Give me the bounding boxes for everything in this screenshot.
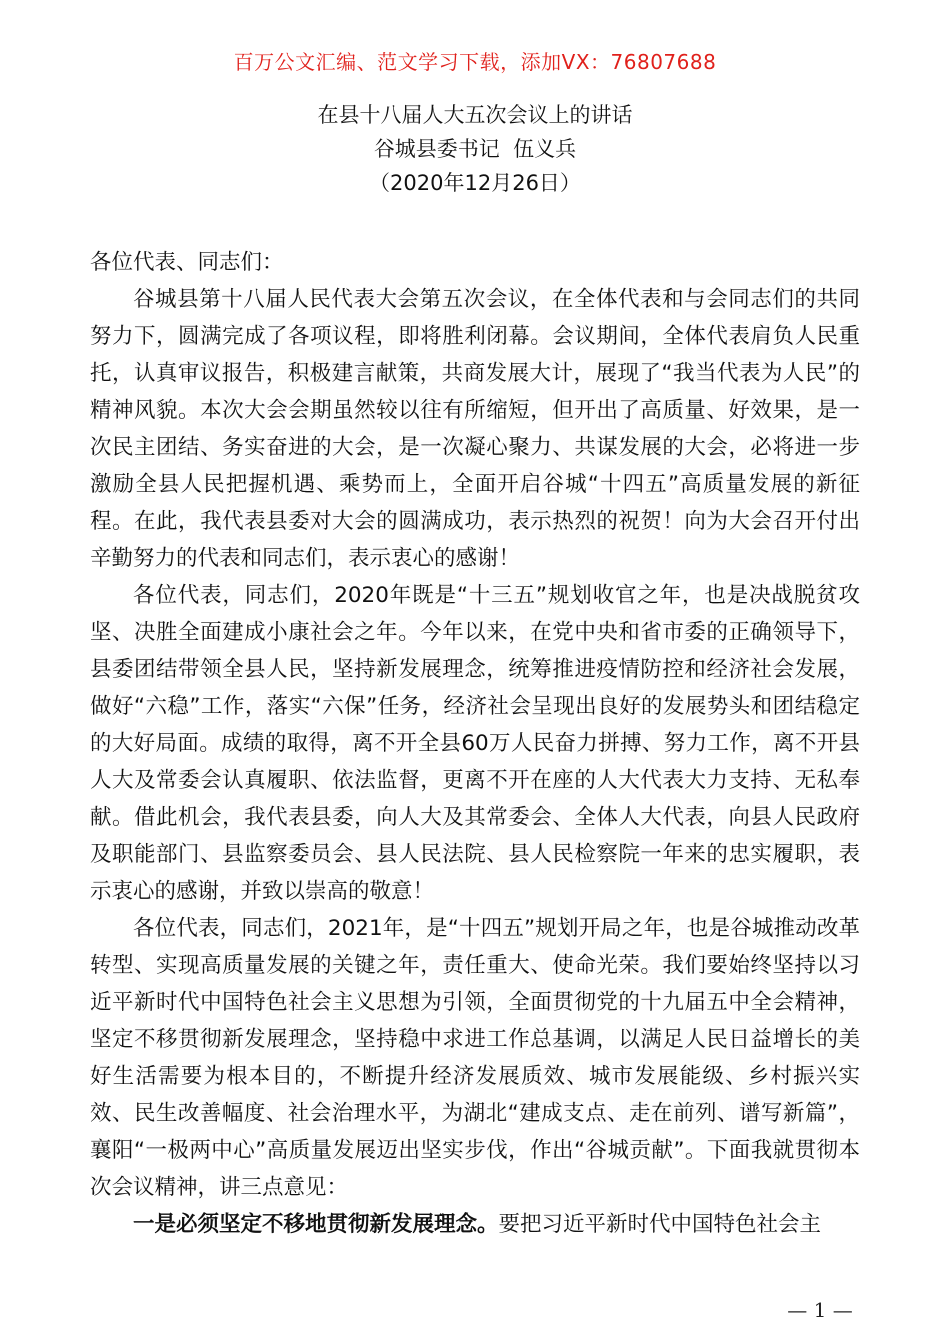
paragraph: 各位代表，同志们，2021年，是“十四五”规划开局之年，也是谷城推动改革转型、实现高质量发展的关键之年，责任重大、使命光荣。我们要始终坚持以习近平新时代中国特色社会主义思想为引领，全面贯彻党的十九届五中全会精神，坚定不移贯彻新发展理念，坚持稳中求进工作总基调，以满足人民日益增长的美好生活需要为根本目的，不断提升经济发展质效、城市发展能级、乡村振兴实效、民生改善幅度、社会治理水平，为湖北“建成支点、走在前列、谱写新篇”，襄阳“一极两中心”高质量发展迈出坚实步伐，作出“谷城贡献”。下面我就贯彻本次会议精神，讲三点意见： bbox=[90, 916, 860, 1200]
speech-date: （2020年12月26日） bbox=[369, 171, 581, 195]
paragraph: 谷城县第十八届人民代表大会第五次会议，在全体代表和与会同志们的共同努力下，圆满完成了各项议程，即将胜利闭幕。会议期间，全体代表肩负人民重托，认真审议报告，积极建言献策，共商发展大计，展现了“我当代表为人民”的精神风貌。本次大会会期虽然较以往有所缩短，但开出了高质量、好效果，是一次民主团结、务实奋进的大会，是一次凝心聚力、共谋发展的大会，必将进一步激励全县人民把握机遇、乘势而上，全面开启谷城“十四五”高质量发展的新征程。在此，我代表县委对大会的圆满成功，表示热烈的祝贺！向为大会召开付出辛勤努力的代表和同志们，表示衷心的感谢！ bbox=[90, 287, 860, 571]
promo-banner: 百万公文汇编、范文学习下载，添加VX：76807688 bbox=[233, 50, 717, 74]
page-number: — 1 — bbox=[787, 1298, 853, 1322]
paragraph-section-one bbox=[90, 1206, 860, 1243]
section-heading: 一是必须坚定不移地贯彻新发展理念。 bbox=[133, 1212, 499, 1237]
speech-body bbox=[90, 244, 860, 1243]
section-text: 要把习近平新时代中国特色社会主 bbox=[498, 1212, 822, 1237]
paragraph: 各位代表，同志们，2020年既是“十三五”规划收官之年，也是决战脱贫攻坚、决胜全面建成小康社会之年。今年以来，在党中央和省市委的正确领导下，县委团结带领全县人民，坚持新发展理念，统筹推进疫情防控和经济社会发展，做好“六稳”工作，落实“六保”任务，经济社会呈现出良好的发展势头和团结稳定的大好局面。成绩的取得，离不开全县60万人民奋力拼搏、努力工作，离不开县人大及常委会认真履职、依法监督，更离不开在座的人大代表大力支持、无私奉献。借此机会，我代表县委，向人大及其常委会、全体人大代表，向县人民政府及职能部门、县监察委员会、县人民法院、县人民检察院一年来的忠实履职，表示衷心的感谢，并致以崇高的敬意！ bbox=[90, 583, 860, 904]
salutation: 各位代表、同志们： bbox=[90, 250, 284, 275]
speaker-line: 谷城县委书记 伍义兵 bbox=[373, 137, 577, 161]
document-header bbox=[0, 98, 950, 200]
document-title: 在县十八届人大五次会议上的讲话 bbox=[317, 103, 633, 127]
